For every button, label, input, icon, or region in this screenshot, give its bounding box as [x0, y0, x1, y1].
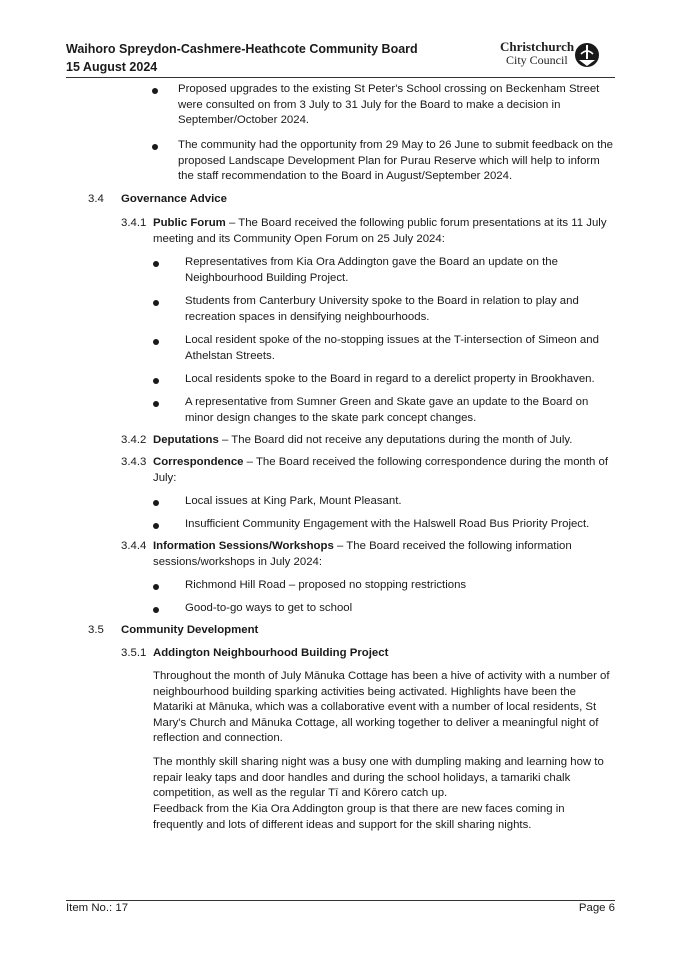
subsection-number: 3.4.4 [121, 540, 147, 552]
bullet-icon [153, 339, 159, 345]
list-item: Proposed upgrades to the existing St Peter's School crossing on Beckenham Street were consulted on from 3 July to 31 July for the Board to make a decision in September/October 2024. [178, 83, 600, 127]
report-header [66, 40, 418, 76]
council-logo: Christchurch City Council [500, 40, 574, 67]
list-item: Richmond Hill Road – proposed no stopping restrictions [185, 579, 467, 591]
board-title: Waihoro Spreydon-Cashmere-Heathcote Community Board [66, 42, 418, 56]
meeting-date: 15 August 2024 [66, 60, 158, 74]
page-number: Page 6 [578, 902, 615, 914]
bullet-icon [153, 378, 159, 384]
bullet-icon [153, 607, 159, 613]
bullet-icon [152, 88, 158, 94]
list-item: Local issues at King Park, Mount Pleasant. [185, 495, 402, 507]
bullet-icon [153, 300, 159, 306]
paragraph: Throughout the month of July Mānuka Cottage has been a hive of activity with a number of neighbourhood building sparking activities being activated. Highlights have been the Matariki at Mānuka, which was a collaborative event with a number of local residents, St Mary's Church and Mānuka Cottage, all working together to deliver a meaningful night of reflection and connection. [153, 670, 610, 745]
list-item: Students from Canterbury University spoke to the Board in relation to play and recreation spaces in densifying neighbourhoods. [185, 295, 579, 323]
subsection-text: Information Sessions/Workshops – The Board received the following information sessions/workshops in July 2024: [153, 540, 572, 568]
bullet-icon [153, 523, 159, 529]
list-item: Local resident spoke of the no-stopping issues at the T-intersection of Simeon and Athelstan Streets. [185, 334, 599, 362]
council-logo-mark-icon [574, 42, 600, 68]
subsection-number: 3.4.1 [121, 217, 147, 229]
list-item: Local residents spoke to the Board in regard to a derelict property in Brookhaven. [185, 373, 595, 385]
list-item: Representatives from Kia Ora Addington gave the Board an update on the Neighbourhood Building Project. [185, 256, 558, 284]
item-number: Item No.: 17 [66, 902, 129, 914]
list-item: Insufficient Community Engagement with the Halswell Road Bus Priority Project. [185, 518, 590, 530]
subsection-number: 3.5.1 [121, 647, 147, 659]
section-heading: Governance Advice [121, 193, 227, 205]
bullet-icon [152, 144, 158, 150]
subsection-heading: Addington Neighbourhood Building Project [153, 647, 389, 659]
bullet-icon [153, 401, 159, 407]
bullet-icon [153, 500, 159, 506]
list-item: The community had the opportunity from 29 May to 26 June to submit feedback on the proposed Landscape Development Plan for Purau Reserve which will help to inform the staff recommendation to the Board in August/September 2024. [178, 139, 613, 183]
subsection-text: Deputations – The Board did not receive any deputations during the month of July. [153, 434, 573, 446]
paragraph: Feedback from the Kia Ora Addington group is that there are new faces coming in frequently and lots of different ideas and support for the skill sharing nights. [153, 803, 565, 831]
header-rule [66, 77, 615, 78]
subsection-text: Correspondence – The Board received the following correspondence during the month of July: [153, 456, 609, 484]
list-item: Good-to-go ways to get to school [185, 602, 353, 614]
list-item: A representative from Sumner Green and Skate gave an update to the Board on minor design changes to the skate park concept changes. [185, 396, 589, 424]
bullet-icon [153, 584, 159, 590]
footer-rule [66, 900, 615, 901]
subsection-number: 3.4.2 [121, 434, 147, 446]
bullet-icon [153, 261, 159, 267]
section-number: 3.4 [88, 193, 104, 205]
subsection-number: 3.4.3 [121, 456, 147, 468]
section-heading: Community Development [121, 624, 259, 636]
section-number: 3.5 [88, 624, 104, 636]
paragraph: The monthly skill sharing night was a busy one with dumpling making and learning how to repair leaky taps and door handles and during the school holidays, a tamariki chalk competition, as well as the regular Tī and Kōrero catch up. [153, 756, 604, 800]
subsection-text: Public Forum – The Board received the following public forum presentations at its 11 July meeting and its Community Open Forum on 25 July 2024: [153, 217, 607, 245]
